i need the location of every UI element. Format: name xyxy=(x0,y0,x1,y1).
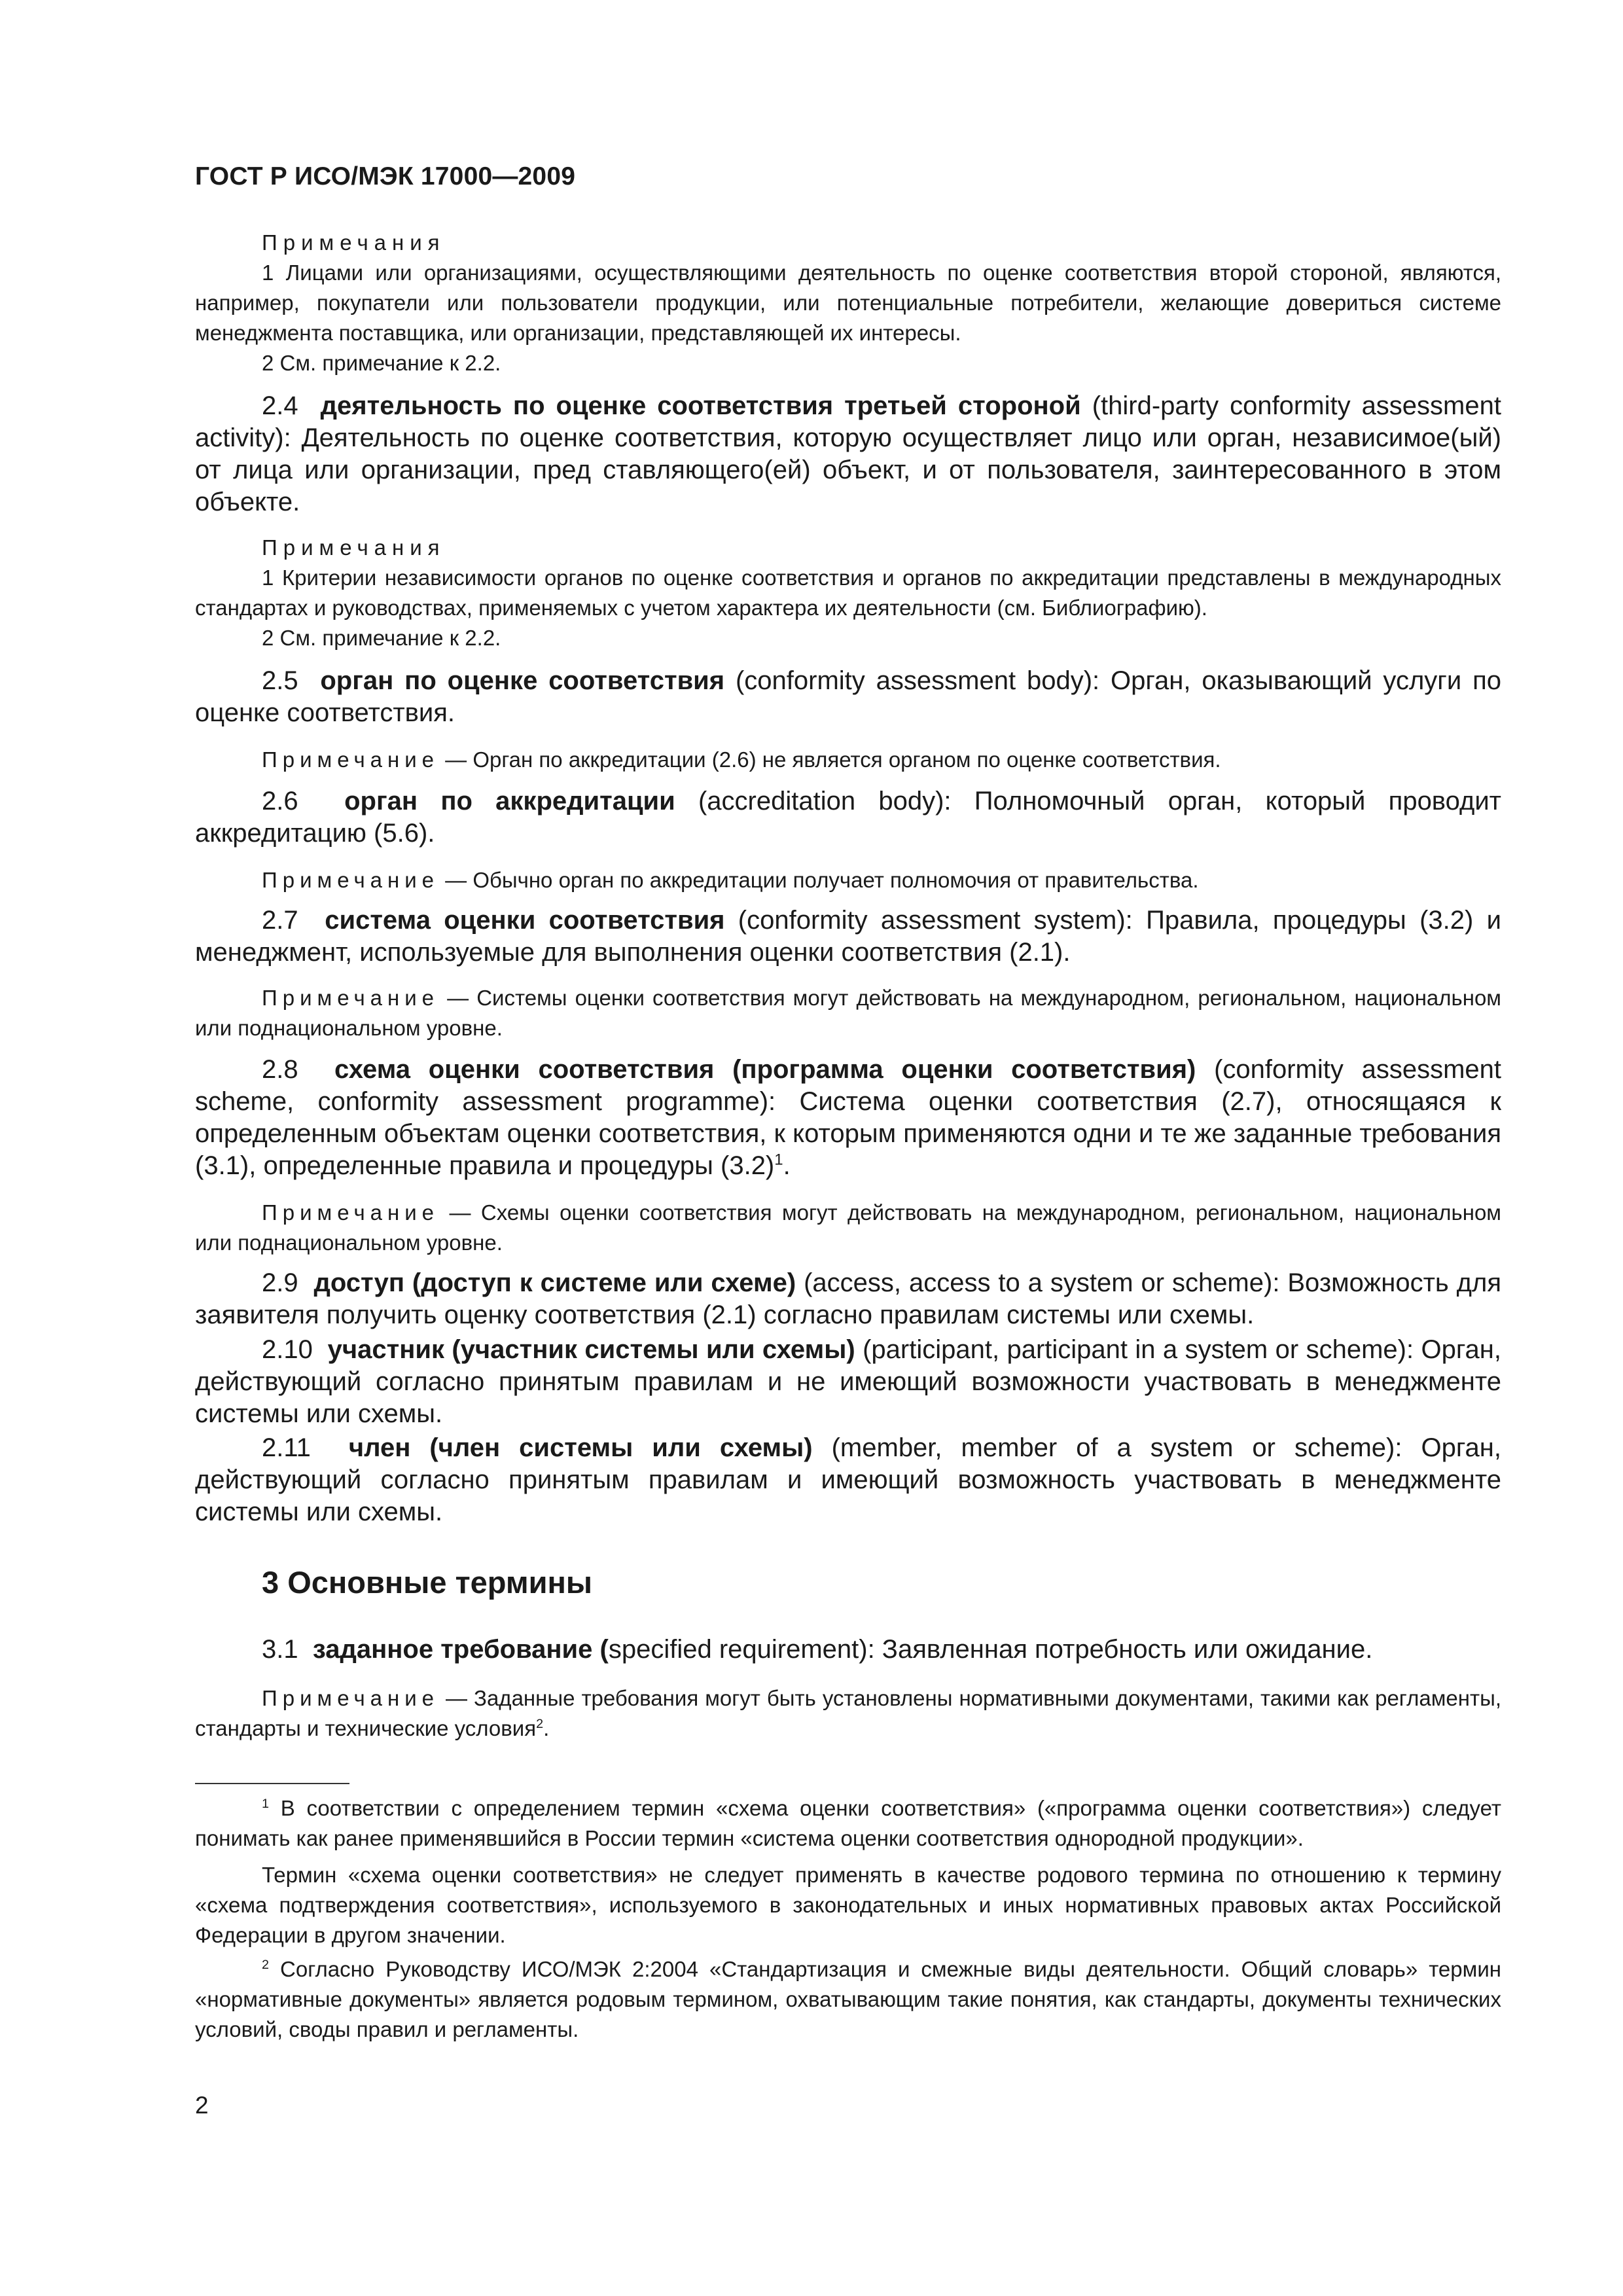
term-name: деятельность по оценке соответствия третьей стороной xyxy=(320,391,1081,420)
note-2-7 xyxy=(195,983,1501,1043)
footnote-separator xyxy=(195,1783,349,1784)
footnotes xyxy=(195,1793,1501,2045)
term-2-11 xyxy=(195,1432,1501,1528)
footnote-1 xyxy=(195,1793,1501,1854)
term-number: 2.8 xyxy=(262,1055,298,1084)
term-number: 2.5 xyxy=(262,666,298,695)
note-2-6 xyxy=(195,865,1501,895)
term-definition: (member, member of a system or scheme): Орган, действующий согласно принятым правилам и имеющий возможность участвовать в менеджменте системы или схемы. xyxy=(195,1433,1501,1526)
term-2-4 xyxy=(195,390,1501,518)
section-3-heading: 3 Основные термины xyxy=(262,1565,593,1600)
term-2-7 xyxy=(195,905,1501,969)
term-number: 2.11 xyxy=(262,1433,311,1462)
term-name: член (член системы или схемы) xyxy=(348,1433,813,1462)
note-label: Примечание xyxy=(262,1686,440,1710)
note-label: Примечание xyxy=(262,747,440,772)
note-text: — Орган по аккредитации (2.6) не является органом по оценке соответствия. xyxy=(439,747,1221,772)
note-item: 1 Лицами или организациями, осуществляющими деятельность по оценке соответствия второй стороной, являются, например, покупатели или пользователи продукции, или потенциальные потребители, желающие довериться системе менеджмента поставщика, или организации, представляющей их интересы. xyxy=(195,260,1501,345)
notes-title: Примечания xyxy=(262,535,446,560)
term-name: участник (участник системы или схемы) xyxy=(327,1335,855,1364)
term-number: 2.9 xyxy=(262,1268,298,1297)
note-item: 1 Критерии независимости органов по оценке соответствия и органов по аккредитации представлены в международных стандартах и руководствах, применяемых с учетом характера их деятельности (см. Библиографию). xyxy=(195,565,1501,620)
term-number: 2.4 xyxy=(262,391,298,420)
note-label: Примечание xyxy=(262,986,440,1010)
term-name: орган по аккредитации xyxy=(344,787,675,816)
term-number: 2.10 xyxy=(262,1335,313,1364)
term-definition: (conformity assessment body): Орган, оказывающий услуги по оценке соответствия. xyxy=(195,666,1502,727)
note-label: Примечание xyxy=(262,868,440,892)
term-number: 2.7 xyxy=(262,906,298,935)
term-2-10 xyxy=(195,1334,1501,1430)
note-2-8 xyxy=(195,1198,1501,1258)
note-item: 2 См. примечание к 2.2. xyxy=(262,626,501,650)
term-name: доступ (доступ к системе или схеме) xyxy=(313,1268,796,1297)
note-text: — Заданные требования могут быть установлены нормативными документами, такими как регламенты, стандарты и технические условия xyxy=(195,1686,1501,1740)
term-name: заданное требование ( xyxy=(312,1635,609,1664)
footnote-mark: 2 xyxy=(262,1958,270,1972)
term-2-8 xyxy=(195,1054,1501,1182)
note-text: — Обычно орган по аккредитации получает полномочия от правительства. xyxy=(439,868,1199,892)
term-2-9 xyxy=(195,1267,1501,1331)
notes-2-4 xyxy=(195,533,1501,653)
notes-2-3 xyxy=(195,228,1501,378)
term-name: схема оценки соответствия (программа оценки соответствия) xyxy=(334,1055,1196,1084)
note-2-5 xyxy=(195,745,1501,775)
term-2-6 xyxy=(195,785,1501,850)
term-definition: (third-party conformity assessment activity): Деятельность по оценке соответствия, которую осуществляет лицо или орган, независимое(ый) от лица или организации, пред ставляющего(ей) объект, и от пользователя, заинтересованного в этом объекте. xyxy=(195,391,1501,516)
page-number: 2 xyxy=(195,2092,209,2119)
term-definition: (access, access to a system or scheme): Возможность для заявителя получить оценку соответствия (2.1) согласно правилам системы или схемы. xyxy=(195,1268,1501,1329)
footnote-1-continued: Термин «схема оценки соответствия» не следует применять в качестве родового термина по отношению к термину «схема подтверждения соответствия», используемого в законодательных и иных нормативных правовых актах Российской Федерации в другом значении. xyxy=(195,1863,1501,1947)
note-item: 2 См. примечание к 2.2. xyxy=(262,351,501,375)
note-text: — Схемы оценки соответствия могут действовать на международном, региональном, национальном или поднациональном уровне. xyxy=(195,1200,1501,1255)
footnote-text: Согласно Руководству ИСО/МЭК 2:2004 «Стандартизация и смежные виды деятельности. Общий словарь» термин «нормативные документы» является родовым термином, охватывающим такие понятия, как стандарты, документы технических условий, своды правил и регламенты. xyxy=(195,1957,1501,2041)
term-definition: specified requirement): Заявленная потребность или ожидание. xyxy=(608,1635,1373,1664)
term-end: . xyxy=(783,1151,791,1180)
footnote-mark: 1 xyxy=(262,1797,270,1811)
term-2-5 xyxy=(195,665,1501,729)
term-definition: (accreditation body): Полномочный орган, который проводит аккредитацию (5.6). xyxy=(195,787,1501,848)
term-number: 3.1 xyxy=(262,1635,298,1664)
term-number: 2.6 xyxy=(262,787,298,816)
note-end: . xyxy=(543,1716,550,1740)
note-label: Примечание xyxy=(262,1200,440,1225)
term-definition: (conformity assessment scheme, conformity assessment programme): Система оценки соответствия (2.7), относящаяся к определенным объектам оценки соответствия, к которым применяются одни и те же заданные требования (3.1), определенные правила и процедуры (3.2) xyxy=(195,1055,1502,1180)
footnote-2 xyxy=(195,1954,1501,2045)
note-3-1 xyxy=(195,1683,1501,1744)
term-name: система оценки соответствия xyxy=(325,906,725,935)
footnote-ref-1[interactable]: 1 xyxy=(774,1151,783,1169)
term-definition: (participant, participant in a system or scheme): Орган, действующий согласно принятым правилам и не имеющий возможности участвовать в менеджменте системы или схемы. xyxy=(195,1335,1502,1428)
document-header: ГОСТ Р ИСО/МЭК 17000—2009 xyxy=(195,162,576,190)
footnote-ref-2[interactable]: 2 xyxy=(536,1717,544,1731)
footnote-text: В соответствии с определением термин «схема оценки соответствия» («программа оценки соответствия») следует понимать как ранее применявшийся в России термин «система оценки соответствия однородной продукции». xyxy=(195,1796,1501,1850)
term-definition: (conformity assessment system): Правила, процедуры (3.2) и менеджмент, используемые для выполнения оценки соответствия (2.1). xyxy=(195,906,1501,967)
note-text: — Системы оценки соответствия могут действовать на международном, региональном, национальном или поднациональном уровне. xyxy=(195,986,1501,1040)
term-3-1 xyxy=(195,1634,1501,1666)
term-name: орган по оценке соответствия xyxy=(320,666,725,695)
notes-title: Примечания xyxy=(262,230,446,255)
